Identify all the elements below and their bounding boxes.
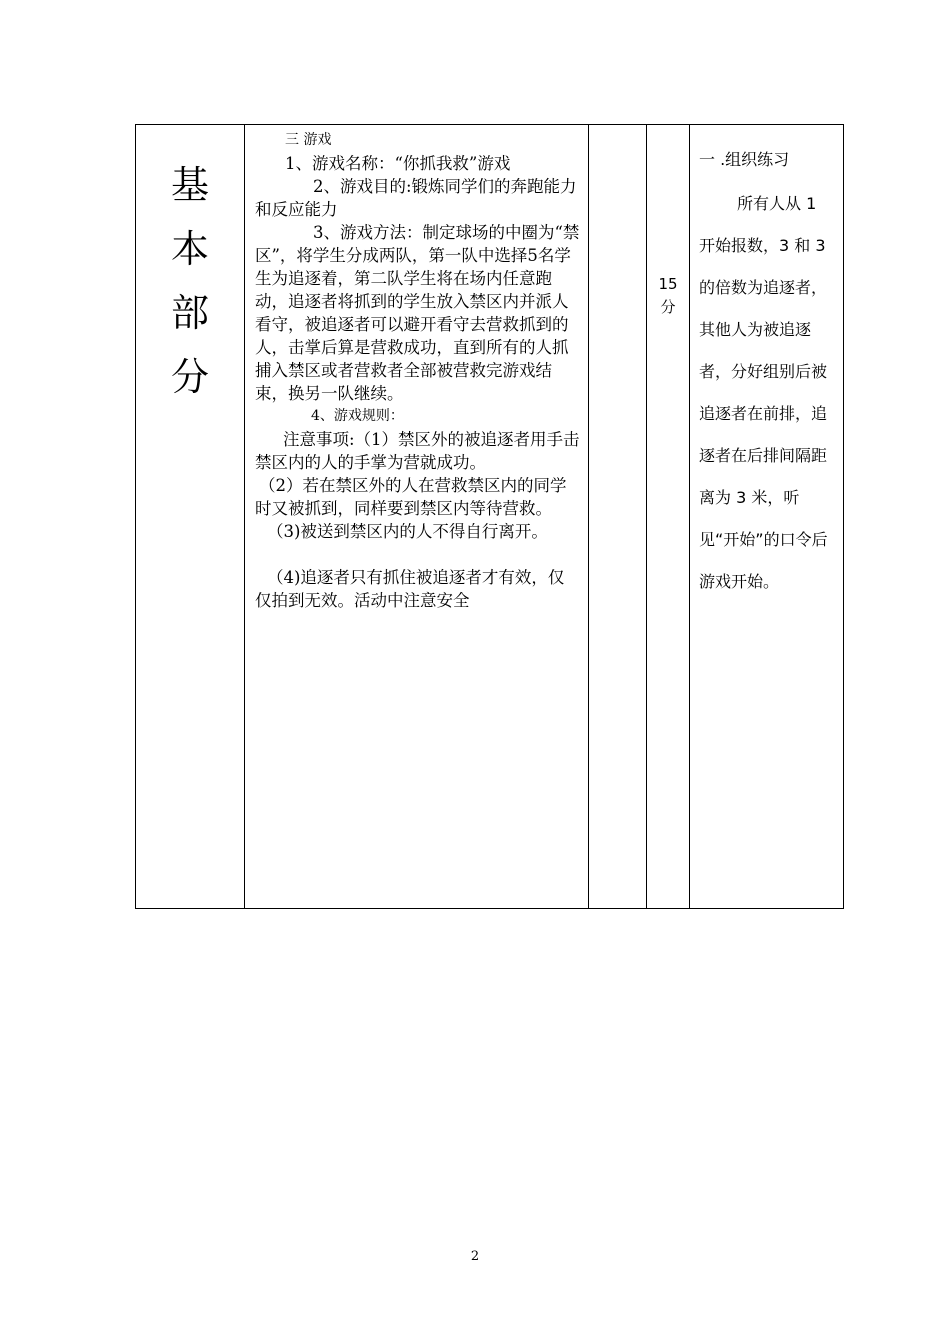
organization-heading: 一 .组织练习	[699, 150, 790, 169]
empty-cell	[589, 125, 647, 909]
game-rules-title: 4、游戏规则：	[311, 408, 404, 424]
organization-cell	[690, 125, 844, 909]
rule-note-2: （2）若在禁区外的人在营救禁区内的同学时又被抓到，同样要到禁区内等待营救。	[255, 476, 567, 518]
section-char: 基	[170, 163, 209, 207]
content-cell	[245, 125, 589, 909]
game-purpose: 2、游戏目的:锻炼同学们的奔跑能力和反应能力	[255, 177, 577, 219]
game-method: 3、游戏方法：制定球场的中圈为“禁区”，将学生分成两队，第一队中选择5名学生为追逐着，第二队学生将在场内任意跑动，追逐者将抓到的学生放入禁区内并派人看守，被追逐者可以避开看守去营救抓到的人，击掌后算是营救成功，直到所有的人抓捕入禁区或者营救者全部被营救完游戏结束，换另一队继续。	[255, 223, 580, 403]
page-number: 2	[470, 1249, 480, 1264]
rule-note-1: 注意事项:（1）禁区外的被追逐者用手击禁区内的人的手掌为营就成功。	[255, 430, 580, 472]
time-value: 15	[658, 275, 678, 293]
section-cell	[136, 125, 245, 909]
time-unit: 分	[660, 298, 676, 316]
time-cell	[647, 125, 690, 909]
section-title	[136, 125, 244, 409]
rule-note-4: （4)追逐者只有抓住被追逐者才有效，仅仅拍到无效。活动中注意安全	[255, 568, 565, 610]
game-name: 1、游戏名称：“你抓我救”游戏	[285, 154, 511, 173]
rule-note-3: （3)被送到禁区内的人不得自行离开。	[267, 522, 548, 541]
section-char: 本	[170, 227, 209, 271]
organization-body: 所有人从 1 开始报数，3 和 3 的倍数为追逐者，其他人为被追逐者，分好组别后被追逐者在前排，追逐者在后排间隔距离为 3 米，听见“开始”的口令后游戏开始。	[699, 194, 828, 591]
section-char: 分	[170, 355, 209, 399]
lesson-plan-table	[135, 124, 844, 909]
game-heading: 三 游戏	[285, 132, 332, 148]
table-row	[136, 125, 844, 909]
section-char: 部	[170, 291, 209, 335]
